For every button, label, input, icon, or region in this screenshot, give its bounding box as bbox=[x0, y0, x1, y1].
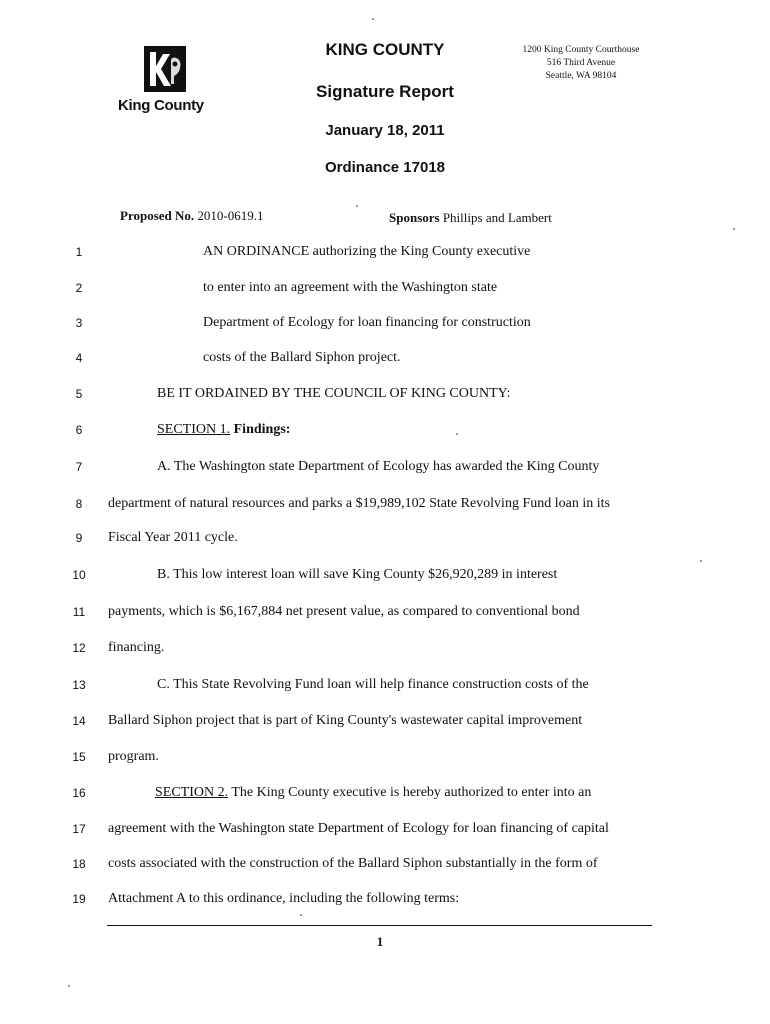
scan-speck bbox=[456, 433, 458, 435]
proposed-label: Proposed No. bbox=[120, 208, 195, 223]
report-title: Signature Report bbox=[316, 82, 454, 101]
scan-speck bbox=[700, 560, 702, 562]
ordinance-title-line: costs of the Ballard Siphon project. bbox=[203, 350, 401, 365]
body-line: A. The Washington state Department of Ecology has awarded the King County bbox=[157, 459, 600, 474]
body-line: Attachment A to this ordinance, including the following terms: bbox=[108, 891, 460, 906]
line-number: 11 bbox=[72, 605, 86, 619]
body-line: C. This State Revolving Fund loan will help finance construction costs of the bbox=[157, 677, 589, 692]
line-number: 2 bbox=[75, 281, 83, 295]
section-label: SECTION 2. bbox=[155, 785, 229, 800]
sponsors-value: Phillips and Lambert bbox=[442, 210, 552, 225]
footer-rule bbox=[107, 925, 652, 926]
section-label: SECTION 1. bbox=[157, 422, 231, 437]
body-line: costs associated with the construction of the Ballard Siphon substantially in the form of bbox=[108, 856, 598, 871]
body-line: department of natural resources and parks a $19,989,102 State Revolving Fund loan in its bbox=[108, 496, 610, 511]
county-title: KING COUNTY bbox=[325, 40, 445, 59]
line-number: 17 bbox=[72, 822, 86, 836]
line-number: 5 bbox=[75, 387, 83, 401]
body-line: B. This low interest loan will save King County $26,920,289 in interest bbox=[157, 567, 558, 582]
scan-speck bbox=[356, 205, 358, 207]
ordinance-title-line: AN ORDINANCE authorizing the King County executive bbox=[203, 244, 531, 259]
body-line: Ballard Siphon project that is part of King County's wastewater capital improvement bbox=[108, 713, 583, 728]
section-heading bbox=[157, 422, 290, 438]
body-line: payments, which is $6,167,884 net present value, as compared to conventional bond bbox=[108, 604, 580, 619]
page-number: 1 bbox=[376, 934, 384, 949]
line-number: 15 bbox=[72, 750, 86, 764]
address-line: Seattle, WA 98104 bbox=[545, 71, 617, 81]
line-number: 10 bbox=[72, 568, 86, 582]
section-title: Findings: bbox=[233, 422, 291, 437]
body-line: financing. bbox=[108, 640, 165, 655]
king-county-logo bbox=[116, 46, 216, 116]
body-text: The King County executive is hereby authorized to enter into an bbox=[228, 785, 592, 800]
line-number: 19 bbox=[72, 892, 86, 906]
line-number: 16 bbox=[72, 786, 86, 800]
courthouse-address bbox=[506, 44, 656, 83]
scan-speck bbox=[300, 914, 302, 916]
line-number: 3 bbox=[75, 316, 83, 330]
body-line: agreement with the Washington state Department of Ecology for loan financing of capital bbox=[108, 821, 609, 836]
king-county-seal-icon bbox=[144, 46, 186, 92]
proposed-number bbox=[120, 208, 264, 224]
line-number: 6 bbox=[75, 423, 83, 437]
report-date: January 18, 2011 bbox=[325, 122, 445, 139]
body-line: program. bbox=[108, 749, 159, 764]
proposed-value: 2010-0619.1 bbox=[197, 208, 264, 223]
line-number: 7 bbox=[75, 460, 83, 474]
body-line: Fiscal Year 2011 cycle. bbox=[108, 530, 238, 545]
address-line: 516 Third Avenue bbox=[546, 58, 616, 68]
ordinance-number: Ordinance 17018 bbox=[324, 159, 446, 176]
scan-speck bbox=[733, 228, 735, 230]
sponsors-label: Sponsors bbox=[389, 210, 440, 225]
line-number: 8 bbox=[75, 497, 83, 511]
line-number: 18 bbox=[72, 857, 86, 871]
scan-speck bbox=[372, 18, 374, 20]
ordinance-title-line: Department of Ecology for loan financing for construction bbox=[203, 315, 531, 330]
enacting-clause: BE IT ORDAINED BY THE COUNCIL OF KING COUNTY: bbox=[157, 386, 511, 401]
line-number: 4 bbox=[75, 351, 83, 365]
line-number: 12 bbox=[72, 641, 86, 655]
section-heading bbox=[155, 785, 591, 801]
logo-text: King County bbox=[118, 97, 204, 114]
line-number: 13 bbox=[72, 678, 86, 692]
address-line: 1200 King County Courthouse bbox=[522, 45, 640, 55]
ordinance-title-line: to enter into an agreement with the Washington state bbox=[203, 280, 498, 295]
sponsors bbox=[389, 210, 552, 226]
scan-speck bbox=[68, 985, 70, 987]
line-number: 14 bbox=[72, 714, 86, 728]
line-number: 1 bbox=[75, 245, 83, 259]
line-number: 9 bbox=[75, 531, 83, 545]
